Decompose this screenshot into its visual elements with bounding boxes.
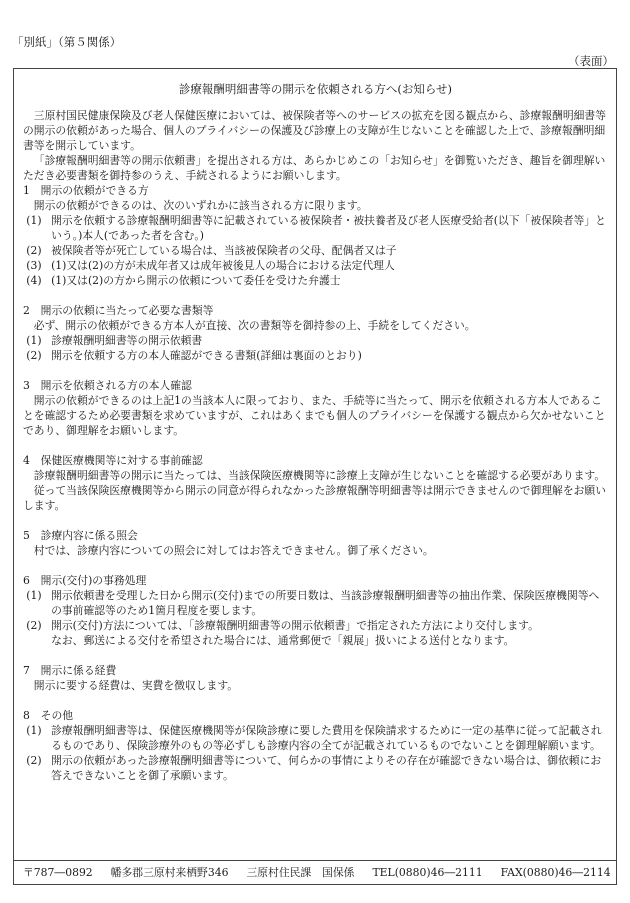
- section-heading: 1 開示の依頼ができる方: [23, 184, 149, 197]
- section-heading: 4 保健医療機関等に対する事前確認: [23, 454, 203, 467]
- section-1: [23, 183, 608, 288]
- intro-paragraph-1: 三原村国民健康保険及び老人保健医療においては、被保険者等へのサービスの拡充を図る観点から、診療報酬明細書等の開示の依頼があった場合、個人のプライバシーの保護及び診療上の支障が生じないことを確認した上で、診療報酬明細書等を開示しています。: [23, 109, 607, 152]
- list-item: (3) (1)又は(2)の方が未成年者又は成年被後見人の場合における法定代理人: [26, 259, 395, 272]
- section-heading: 6 開示(交付)の事務処理: [23, 574, 147, 587]
- section-body: 村では、診療内容についての照会に対してはお答えできません。御了承ください。: [33, 544, 434, 557]
- section-heading: 7 開示に係る経費: [23, 664, 117, 677]
- section-2: [23, 303, 608, 363]
- list-item-note: なお、郵送による交付を希望された場合には、通常郵便で「親展」扱いによる送付となります。: [51, 634, 515, 647]
- list-item: (2) 開示を依頼する方の本人確認ができる書類(詳細は裏面のとおり): [26, 349, 362, 362]
- list-item: (1) 診療報酬明細書等の開示依頼書: [26, 334, 203, 347]
- list-item: (1) 診療報酬明細書等は、保健医療機関等が保険診療に要した費用を保険請求するために一定の基準に従って記載されるものであり、保険診療外のもの等必ずしも診療内容の全てが記載されているものでないことを御理解願います。: [26, 724, 602, 752]
- list-item: (2) 開示(交付)方法については、「診療報酬明細書等の開示依頼書」で指定された方法により交付します。: [26, 619, 539, 632]
- intro-paragraph-2: 「診療報酬明細書等の開示依頼書」を提出される方は、あらかじめこの「お知らせ」を御覧いただき、趣旨を御理解いただき必要書類を御持参のうえ、手続されるようにお願いします。: [23, 154, 606, 182]
- section-3: [23, 378, 608, 438]
- list-item: (1) 開示を依頼する診療報酬明細書等に記載されている被保険者・被扶養者及び老人医療受給者(以下「被保険者等」という。)本人(であった者を含む。): [26, 214, 606, 242]
- section-lead: 必ず、開示の依頼ができる方本人が直接、次の書類等を御持参の上、手続をしてください。: [33, 319, 476, 332]
- section-body: 開示に要する経費は、実費を徴収します。: [33, 679, 239, 692]
- section-7: [23, 663, 608, 693]
- page-side-label: （表面）: [568, 54, 614, 68]
- contact-footer: [14, 860, 616, 884]
- list-item: (1) 開示依頼書を受理した日から開示(交付)までの所要日数は、当該診療報酬明細書等の抽出作業、保険医療機関等への事前確認等のため1箇月程度を要します。: [26, 589, 600, 617]
- section-heading: 2 開示の依頼に当たって必要な書類等: [23, 304, 214, 317]
- list-item: (4) (1)又は(2)の方から開示の依頼について委任を受けた弁護士: [26, 274, 341, 287]
- section-body: 診療報酬明細書等の開示に当たっては、当該保険医療機関等に診療上支障が生じないことを確認する必要があります。: [33, 469, 606, 482]
- attachment-label: 「別紙」（第５関係）: [12, 35, 122, 49]
- section-4: [23, 453, 608, 513]
- list-item: (2) 被保険者等が死亡している場合は、当該被保険者の父母、配偶者又は子: [26, 244, 397, 257]
- section-heading: 8 その他: [23, 709, 74, 722]
- office-name: 三原村住民課 国保係: [246, 866, 355, 879]
- section-lead: 開示の依頼ができるのは、次のいずれかに該当される方に限ります。: [33, 199, 368, 212]
- section-body: 開示の依頼ができるのは上記1の当該本人に限っており、また、手続等に当たって、開示を依頼される方本人であることを確認するため必要書類を求めていますが、これはあくまでも個人のプライバシーを保護する観点から欠かせないことであり、御理解をお願いします。: [23, 394, 606, 437]
- phone-number: TEL(0880)46―2111: [372, 866, 483, 879]
- fax-number: FAX(0880)46―2114: [500, 866, 611, 879]
- section-6: [23, 573, 608, 648]
- document-title: 診療報酬明細書等の開示を依頼される方へ(お知らせ): [178, 82, 453, 96]
- section-8: [23, 708, 608, 783]
- section-heading: 5 診療内容に係る照会: [23, 529, 138, 542]
- list-item: (2) 開示の依頼があった診療報酬明細書等について、何らかの事情によりその存在が確認できない場合は、御依頼にお答えできないことを御了承願います。: [26, 754, 602, 782]
- section-heading: 3 開示を依頼される方の本人確認: [23, 379, 192, 392]
- section-5: [23, 528, 608, 558]
- postal-code: 〒787―0892: [23, 866, 93, 879]
- address: 幡多郡三原村来栖野346: [110, 866, 229, 879]
- notice-frame: [13, 68, 617, 885]
- section-body: 従って当該保険医療機関等から開示の同意が得られなかった診療報酬等明細書等は開示できませんので御理解をお願いします。: [23, 484, 607, 512]
